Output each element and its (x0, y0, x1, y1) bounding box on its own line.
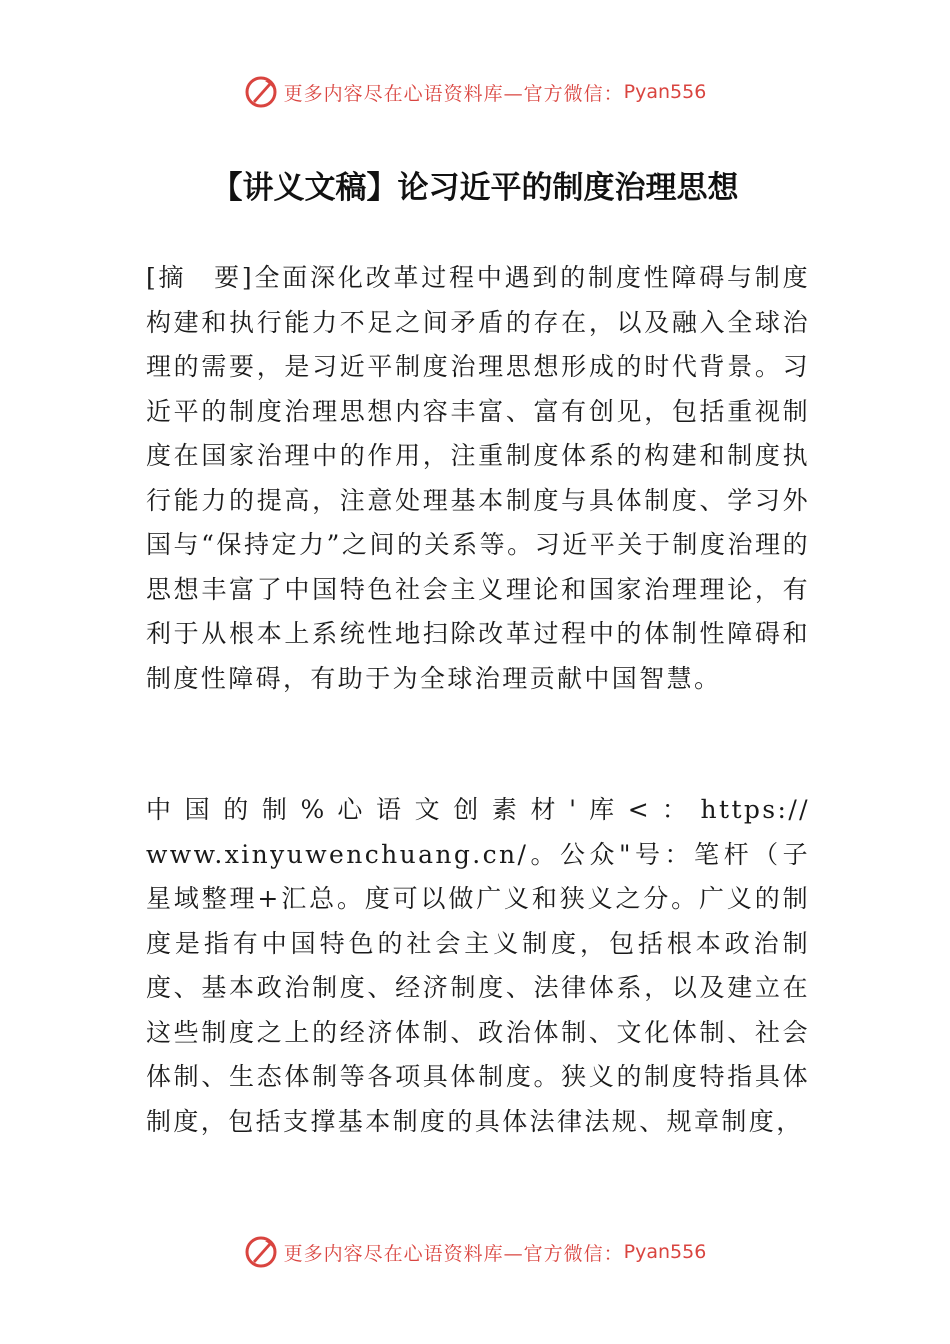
document-title: 【讲义文稿】论习近平的制度治理思想 (211, 170, 739, 206)
header-banner-contact: Pyan556 (623, 81, 707, 103)
footer-banner-text: 更多内容尽在心语资料库—官方微信： (283, 1242, 624, 1265)
quill-pen-circle-icon (244, 75, 278, 109)
footer-banner-contact: Pyan556 (623, 1241, 707, 1263)
body-paragraph: 中 国 的 制 % 心 语 文 创 素 材 ' 库 < ： https://www.xinyuwenchuang.cn/。公众"号：笔杆（子星域整理+汇总。度可以做广义和狭义之分。广义的制度是指有中国特色的社会主义制度，包括根本政治制度、基本政治制度、经济制度、法律体系，以及建立在这些制度之上的经济体制、政治体制、文化体制、社会体制、生态体制等各项具体制度。狭义的制度特指具体制度，包括支撑基本制度的具体法律法规、规章制度， (146, 795, 810, 1136)
footer-banner (0, 1232, 950, 1272)
quill-pen-circle-icon (244, 1235, 278, 1269)
abstract-paragraph: [摘 要]全面深化改革过程中遇到的制度性障碍与制度构建和执行能力不足之间矛盾的存在，以及融入全球治理的需要，是习近平制度治理思想形成的时代背景。习近平的制度治理思想内容丰富、富有创见，包括重视制度在国家治理中的作用，注重制度体系的构建和制度执行能力的提高，注意处理基本制度与具体制度、学习外国与“保持定力”之间的关系等。习近平关于制度治理的思想丰富了中国特色社会主义理论和国家治理理论，有利于从根本上系统性地扫除改革过程中的体制性障碍和制度性障碍，有助于为全球治理贡献中国智慧。 (146, 263, 810, 693)
header-banner-text: 更多内容尽在心语资料库—官方微信： (283, 82, 624, 105)
header-banner (0, 72, 950, 112)
